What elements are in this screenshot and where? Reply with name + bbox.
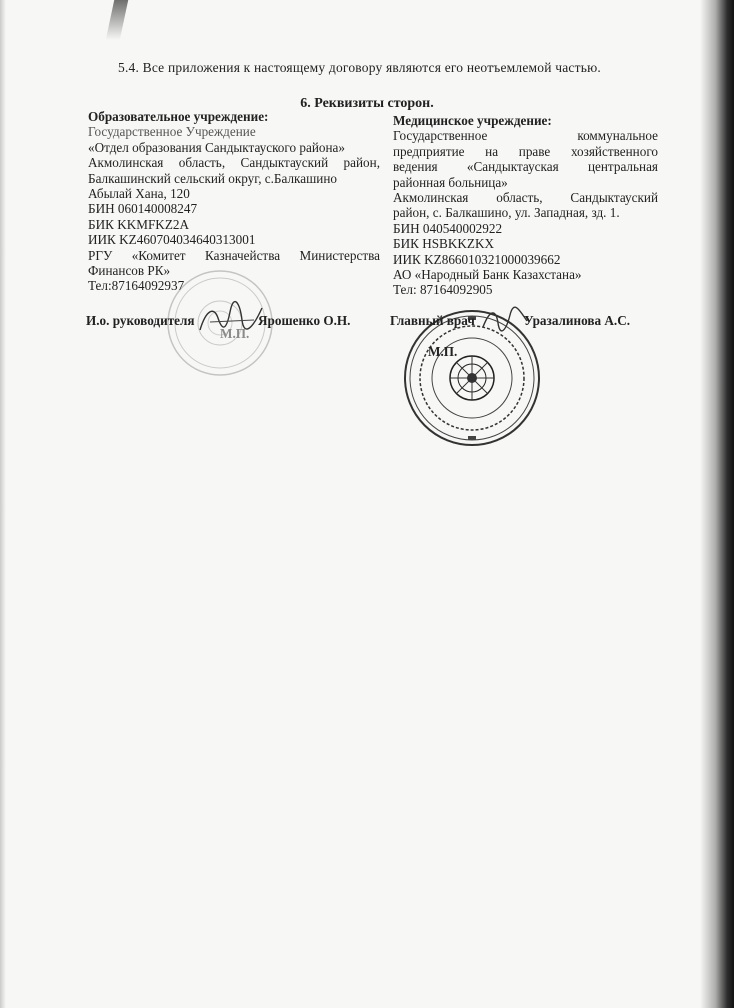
party-right-line: ИИК KZ866010321000039662 (393, 251, 561, 267)
right-signature-name: Уразалинова А.С. (524, 313, 631, 328)
party-left-line: Государственное Учреждение (88, 124, 256, 140)
party-right-line: Акмолинская область, Сандыктауский (393, 190, 658, 206)
party-right-line: Государственное коммунальное (393, 128, 658, 144)
party-right-line: БИК HSBKKZKX (393, 236, 494, 252)
scan-shadow-left (0, 0, 6, 1008)
section-title: 6. Реквизиты сторон. (300, 96, 434, 111)
party-left-line: Абылай Хана, 120 (88, 186, 190, 202)
party-right-line: Тел: 87164092905 (393, 282, 493, 298)
left-signature-name: Ярошенко О.Н. (258, 313, 351, 328)
party-left-line: «Отдел образования Сандыктауского района» (88, 139, 345, 155)
party-right-header: Медицинское учреждение: (393, 113, 552, 128)
party-left-line: БИН 060140008247 (88, 201, 198, 217)
scan-mark-top (106, 0, 129, 40)
right-signature-role: Главный врач (390, 313, 475, 328)
party-right-line: АО «Народный Банк Казахстана» (393, 267, 582, 283)
party-right-line: БИН 040540002922 (393, 220, 503, 236)
party-left-header: Образовательное учреждение: (88, 109, 269, 124)
left-signature-role: И.о. руководителя (86, 313, 195, 328)
right-stamp-place: М.П. (428, 344, 458, 359)
party-left-line: Финансов РК» (88, 263, 171, 279)
party-left-line: Акмолинская область, Сандыктауский район, (88, 155, 380, 171)
clause-5-4: 5.4. Все приложения к настоящему договору являются его неотъемлемой частью. (118, 60, 601, 75)
party-left-line: РГУ «Комитет Казначейства Министерства (88, 247, 380, 263)
party-right (393, 113, 658, 298)
party-right-line: предприятие на праве хозяйственного (393, 143, 658, 159)
signature-right (480, 305, 530, 333)
party-right-line: район, с. Балкашино, ул. Западная, зд. 1. (393, 205, 620, 221)
party-left-line: Балкашинский сельский округ, с.Балкашино (88, 170, 337, 186)
party-right-line: районная больница» (393, 174, 508, 190)
scan-shadow-right (700, 0, 734, 1008)
party-left-line: БИК KKMFKZ2A (88, 216, 189, 232)
party-right-line: ведения «Сандыктауская центральная (393, 159, 658, 175)
party-left-line: ИИК KZ460704034640313001 (88, 232, 256, 248)
party-left-line: Тел:87164092937 (88, 278, 185, 294)
left-stamp-place: М.П. (220, 326, 250, 341)
party-left (88, 109, 380, 294)
